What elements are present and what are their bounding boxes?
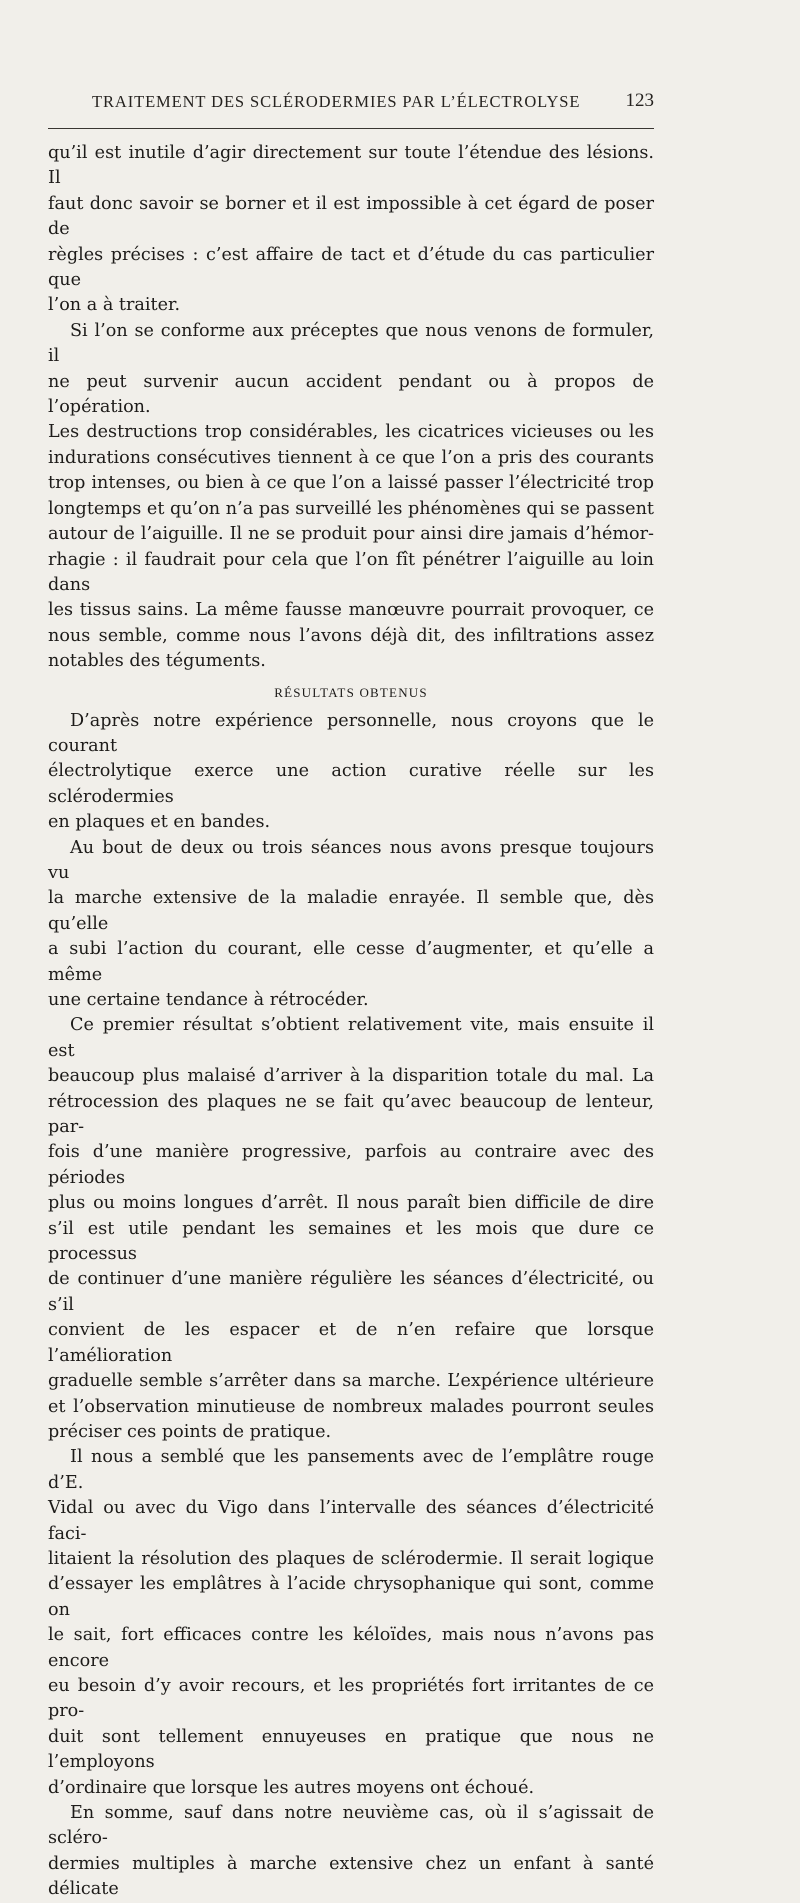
- paragraph-line: En somme, sauf dans notre neuvième cas, où il s’agissait de scléro-: [48, 1803, 654, 1849]
- paragraph-line: fois d’une manière progressive, parfois au contraire avec des périodes: [48, 1142, 654, 1188]
- paragraph-line: convient de les espacer et de n’en refaire que lorsque l’amélioration: [48, 1320, 654, 1366]
- paragraph-line: une certaine tendance à rétrocéder.: [48, 990, 369, 1010]
- paragraph-line: trop intenses, ou bien à ce que l’on a laissé passer l’électricité trop: [48, 473, 654, 494]
- paragraph-line: s’il est utile pendant les semaines et les mois que dure ce processus: [48, 1218, 654, 1265]
- paragraph-line: préciser ces points de pratique.: [48, 1421, 332, 1442]
- book-page: [48, 88, 654, 1903]
- paragraph-line: D’après notre expérience personnelle, nous croyons que le courant: [48, 710, 654, 756]
- paragraph-line: Les destructions trop considérables, les cicatrices vicieuses ou les: [48, 422, 654, 443]
- paragraph-line: longtemps et qu’on n’a pas surveillé les phénomènes qui se passent: [48, 498, 654, 519]
- paragraph-line: Si l’on se conforme aux préceptes que nous venons de formuler, il: [48, 320, 654, 367]
- section-heading: RÉSULTATS OBTENUS: [274, 684, 428, 700]
- text-block-after-heading: [48, 709, 654, 1903]
- paragraph-line: nous semble, comme nous l’avons déjà dit, des infiltrations assez: [48, 625, 654, 646]
- paragraph-line: Il nous a semblé que les pansements avec de l’emplâtre rouge d’E.: [48, 1447, 654, 1493]
- paragraph-line: la marche extensive de la maladie enrayée. Il semble que, dès qu’elle: [48, 888, 654, 934]
- paragraph-line: Vidal ou avec du Vigo dans l’intervalle des séances d’électricité faci-: [48, 1498, 654, 1544]
- paragraph-line: en plaques et en bandes.: [48, 812, 271, 833]
- paragraph-line: autour de l’aiguille. Il ne se produit pour ainsi dire jamais d’hémor-: [48, 524, 654, 545]
- paragraph-line: beaucoup plus malaisé d’arriver à la disparition totale du mal. La: [48, 1066, 654, 1087]
- paragraph-line: a subi l’action du courant, elle cesse d’augmenter, et qu’elle a même: [48, 939, 654, 985]
- header-rule: [48, 128, 654, 129]
- paragraph-line: rétrocession des plaques ne se fait qu’avec beaucoup de lenteur, par-: [48, 1091, 654, 1138]
- paragraph-line: faut donc savoir se borner et il est impossible à cet égard de poser de: [48, 193, 654, 240]
- paragraph-line: litaient la résolution des plaques de sclérodermie. Il serait logique: [48, 1548, 654, 1569]
- paragraph-line: Ce premier résultat s’obtient relativement vite, mais ensuite il est: [48, 1015, 654, 1061]
- paragraph-line: dermies multiples à marche extensive chez un enfant à santé délicate: [48, 1853, 654, 1900]
- paragraph-line: duit sont tellement ennuyeuses en pratique que nous ne l’employons: [48, 1726, 654, 1773]
- paragraph-line: indurations consécutives tiennent à ce que l’on a pris des courants: [48, 447, 654, 468]
- paragraph-line: de continuer d’une manière régulière les séances d’électricité, ou s’il: [48, 1269, 654, 1315]
- paragraph-line: d’essayer les emplâtres à l’acide chrysophanique qui sont, comme on: [48, 1574, 654, 1620]
- paragraph-line: le sait, fort efficaces contre les kéloïdes, mais nous n’avons pas encore: [48, 1625, 654, 1671]
- paragraph-line: règles précises : c’est affaire de tact et d’étude du cas particulier que: [48, 244, 654, 291]
- paragraph-line: eu besoin d’y avoir recours, et les propriétés fort irritantes de ce pro-: [48, 1675, 654, 1722]
- paragraph-line: notables des téguments.: [48, 651, 266, 672]
- paragraph-line: et l’observation minutieuse de nombreux malades pourront seules: [48, 1396, 654, 1417]
- running-title: TRAITEMENT DES SCLÉRODERMIES PAR L’ÉLECTROLYSE: [92, 92, 581, 111]
- paragraph-line: d’ordinaire que lorsque les autres moyens ont échoué.: [48, 1777, 535, 1798]
- paragraph-line: qu’il est inutile d’agir directement sur toute l’étendue des lésions. Il: [48, 143, 654, 189]
- text-block-before-heading: [48, 141, 654, 675]
- paragraph-line: les tissus sains. La même fausse manœuvre pourrait provoquer, ce: [48, 600, 654, 621]
- page-number: 123: [625, 90, 654, 111]
- paragraph-line: plus ou moins longues d’arrêt. Il nous paraît bien difficile de dire: [48, 1193, 654, 1214]
- paragraph-line: ne peut survenir aucun accident pendant ou à propos de l’opération.: [48, 371, 654, 418]
- paragraph-line: graduelle semble s’arrêter dans sa marche. L’expérience ultérieure: [48, 1371, 654, 1392]
- paragraph-line: rhagie : il faudrait pour cela que l’on fît pénétrer l’aiguille au loin dans: [48, 549, 654, 595]
- body-text: [48, 141, 654, 1903]
- paragraph-line: l’on a à traiter.: [48, 295, 181, 316]
- paragraph-line: électrolytique exerce une action curative réelle sur les sclérodermies: [48, 761, 654, 807]
- paragraph-line: Au bout de deux ou trois séances nous avons presque toujours vu: [48, 837, 654, 883]
- running-head: [48, 88, 654, 120]
